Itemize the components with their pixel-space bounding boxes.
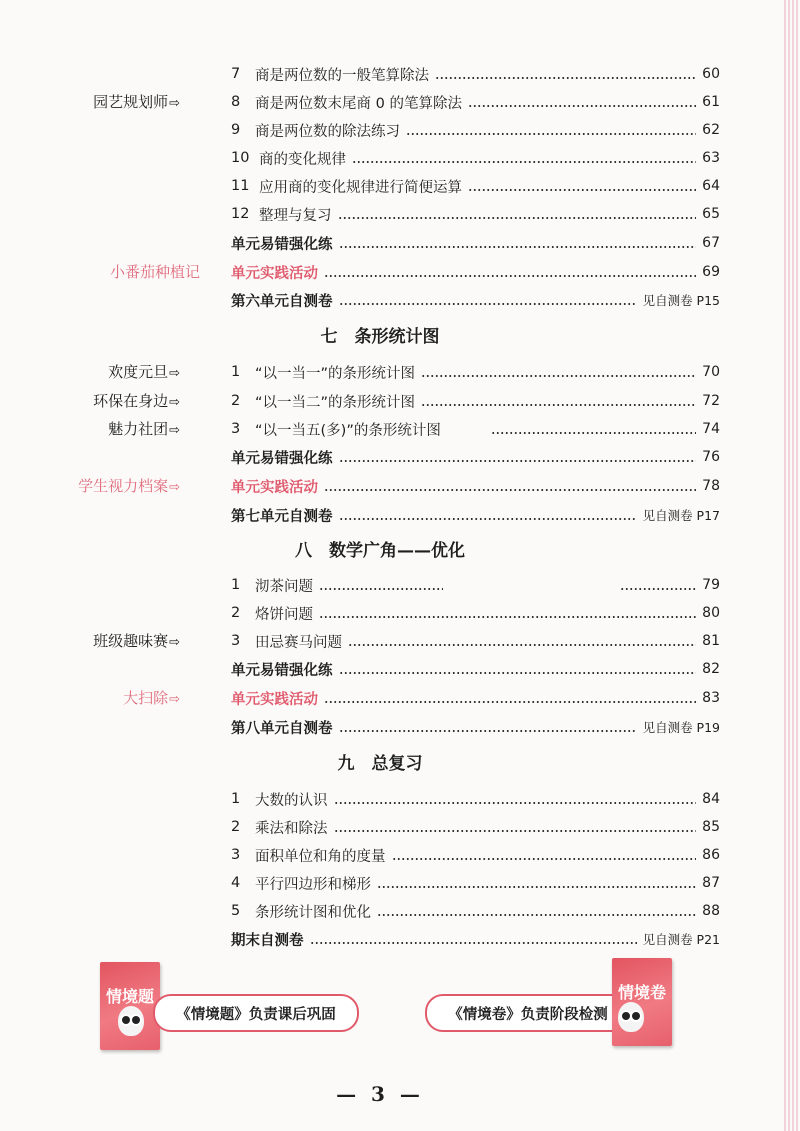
entry-number: 2 bbox=[231, 819, 241, 835]
scenario-label: 学生视力档案⇨ bbox=[78, 477, 180, 495]
dot-leader bbox=[319, 616, 696, 618]
entry-title: 沏茶问题 bbox=[255, 578, 313, 595]
dot-leader bbox=[324, 275, 696, 277]
dot-leader bbox=[406, 133, 696, 135]
toc-row bbox=[0, 172, 760, 200]
dot-leader bbox=[468, 105, 696, 107]
dot-leader bbox=[468, 189, 696, 191]
arrow-icon: ⇨ bbox=[169, 692, 180, 707]
entry-number: 7 bbox=[231, 66, 241, 82]
dot-leader bbox=[435, 77, 696, 79]
scenario-label: 小番茄种植记 bbox=[109, 263, 200, 281]
dot-leader bbox=[377, 886, 696, 888]
entry-number: 1 bbox=[231, 364, 241, 380]
entry-title: 单元实践活动 bbox=[231, 265, 318, 282]
book-cover-left bbox=[100, 962, 160, 1050]
entry-title: 田忌赛马问题 bbox=[255, 634, 342, 651]
entry-title: 商是两位数的一般笔算除法 bbox=[255, 67, 429, 84]
entry-title: 商是两位数的除法练习 bbox=[255, 123, 400, 140]
entry-number: 12 bbox=[231, 206, 250, 222]
toc-row bbox=[0, 841, 760, 869]
dot-leader bbox=[324, 489, 696, 491]
entry-title: “以一当一”的条形统计图 bbox=[255, 365, 416, 382]
entry-title: “以一当二”的条形统计图 bbox=[255, 394, 416, 411]
dot-leader bbox=[339, 730, 637, 732]
entry-page: 88 bbox=[702, 903, 720, 919]
entry-page: 81 bbox=[702, 633, 720, 649]
toc-row bbox=[0, 713, 760, 741]
dot-leader bbox=[339, 246, 697, 248]
scenario-label: 环保在身边⇨ bbox=[93, 392, 180, 410]
entry-title: 单元易错强化练 bbox=[231, 662, 333, 679]
entry-page: 74 bbox=[702, 421, 720, 437]
entry-page: 69 bbox=[702, 264, 720, 280]
entry-number: 1 bbox=[231, 791, 241, 807]
entry-page: 86 bbox=[702, 847, 720, 863]
owl-mascot-icon bbox=[118, 1006, 144, 1036]
entry-page: 87 bbox=[702, 875, 720, 891]
toc-row bbox=[0, 286, 760, 314]
entry-number: 1 bbox=[231, 577, 241, 593]
entry-page: 76 bbox=[702, 449, 720, 465]
entry-number: 2 bbox=[231, 393, 241, 409]
entry-number: 8 bbox=[231, 94, 241, 110]
dot-leader bbox=[319, 588, 443, 590]
entry-page: 62 bbox=[702, 122, 720, 138]
entry-page: 见自测卷 P15 bbox=[642, 293, 720, 308]
toc-row bbox=[0, 869, 760, 897]
page-edge-decoration bbox=[784, 0, 800, 1131]
toc-row bbox=[0, 116, 760, 144]
toc-row bbox=[0, 443, 760, 471]
scenario-label: 班级趣味赛⇨ bbox=[93, 632, 180, 650]
toc-row bbox=[0, 785, 760, 813]
toc-row bbox=[0, 472, 760, 500]
entry-number: 5 bbox=[231, 903, 241, 919]
entry-page: 72 bbox=[702, 393, 720, 409]
entry-title: 单元易错强化练 bbox=[231, 450, 333, 467]
toc-row bbox=[0, 897, 760, 925]
entry-number: 4 bbox=[231, 875, 241, 891]
dot-leader bbox=[377, 914, 696, 916]
dot-leader bbox=[421, 375, 696, 377]
entry-title: 面积单位和角的度量 bbox=[255, 848, 386, 865]
dot-leader bbox=[338, 217, 697, 219]
left-banner-pill: 《情境题》负责课后巩固 bbox=[153, 994, 359, 1032]
toc-row bbox=[0, 813, 760, 841]
entry-page: 83 bbox=[702, 690, 720, 706]
toc-row bbox=[0, 501, 760, 529]
entry-number: 3 bbox=[231, 847, 241, 863]
owl-mascot-icon bbox=[618, 1002, 644, 1032]
toc-row bbox=[0, 571, 760, 599]
entry-page: 67 bbox=[702, 235, 720, 251]
entry-title: 乘法和除法 bbox=[255, 820, 328, 837]
arrow-icon: ⇨ bbox=[169, 395, 180, 410]
entry-page: 80 bbox=[702, 605, 720, 621]
entry-page: 70 bbox=[702, 364, 720, 380]
dot-leader bbox=[339, 303, 637, 305]
dot-leader bbox=[334, 830, 697, 832]
entry-page: 63 bbox=[702, 150, 720, 166]
right-banner-pill: 《情境卷》负责阶段检测 bbox=[425, 994, 631, 1032]
toc-row bbox=[0, 415, 760, 443]
dot-leader bbox=[392, 858, 697, 860]
toc-row bbox=[0, 358, 760, 386]
arrow-icon: ⇨ bbox=[169, 423, 180, 438]
book-title: 情境题 bbox=[105, 987, 154, 1006]
entry-page: 60 bbox=[702, 66, 720, 82]
entry-title: 商是两位数末尾商 0 的笔算除法 bbox=[255, 95, 462, 112]
dot-leader bbox=[352, 161, 696, 163]
entry-title: 期末自测卷 bbox=[231, 932, 304, 949]
entry-number: 3 bbox=[231, 421, 241, 437]
toc-row bbox=[0, 258, 760, 286]
dot-leader bbox=[334, 802, 697, 804]
entry-title: 单元实践活动 bbox=[231, 479, 318, 496]
entry-page: 84 bbox=[702, 791, 720, 807]
entry-number: 3 bbox=[231, 633, 241, 649]
entry-title: 整理与复习 bbox=[259, 207, 332, 224]
entry-page: 见自测卷 P21 bbox=[642, 932, 720, 947]
entry-title: 单元实践活动 bbox=[231, 691, 318, 708]
entry-page: 65 bbox=[702, 206, 720, 222]
entry-page: 61 bbox=[702, 94, 720, 110]
toc-row bbox=[0, 599, 760, 627]
entry-page: 79 bbox=[702, 577, 720, 593]
dot-leader bbox=[348, 644, 696, 646]
dot-leader bbox=[421, 404, 696, 406]
scenario-label: 欢度元旦⇨ bbox=[108, 363, 180, 381]
entry-page: 85 bbox=[702, 819, 720, 835]
entry-title: 商的变化规律 bbox=[259, 151, 346, 168]
entry-page: 82 bbox=[702, 661, 720, 677]
dot-leader bbox=[339, 672, 697, 674]
scenario-label: 魅力社团⇨ bbox=[108, 420, 180, 438]
toc-row bbox=[0, 387, 760, 415]
dot-leader bbox=[324, 701, 696, 703]
toc-row bbox=[0, 144, 760, 172]
scenario-label: 园艺规划师⇨ bbox=[93, 93, 180, 111]
entry-title: “以一当五(多)”的条形统计图 bbox=[255, 422, 441, 439]
page-number: — 3 — bbox=[336, 1082, 424, 1106]
toc-row bbox=[0, 200, 760, 228]
book-cover-right bbox=[612, 958, 672, 1046]
toc-row bbox=[0, 627, 760, 655]
entry-number: 2 bbox=[231, 605, 241, 621]
unit-heading: 八 数学广角——优化 bbox=[295, 541, 465, 561]
entry-title: 烙饼问题 bbox=[255, 606, 313, 623]
scenario-label: 大扫除⇨ bbox=[123, 689, 180, 707]
entry-title: 单元易错强化练 bbox=[231, 236, 333, 253]
arrow-icon: ⇨ bbox=[169, 96, 180, 111]
arrow-icon: ⇨ bbox=[169, 635, 180, 650]
toc-row bbox=[0, 655, 760, 683]
entry-page: 78 bbox=[702, 478, 720, 494]
toc-row bbox=[0, 88, 760, 116]
toc-row bbox=[0, 684, 760, 712]
unit-heading: 七 条形统计图 bbox=[320, 327, 440, 347]
entry-page: 见自测卷 P17 bbox=[642, 508, 720, 523]
entry-number: 10 bbox=[231, 150, 250, 166]
entry-title: 第八单元自测卷 bbox=[231, 720, 333, 737]
toc-row bbox=[0, 229, 760, 257]
toc-row bbox=[0, 925, 760, 953]
entry-page: 见自测卷 P19 bbox=[642, 720, 720, 735]
dot-leader bbox=[339, 460, 697, 462]
arrow-icon: ⇨ bbox=[169, 366, 180, 381]
entry-title: 平行四边形和梯形 bbox=[255, 876, 371, 893]
entry-title: 大数的认识 bbox=[255, 792, 328, 809]
entry-number: 9 bbox=[231, 122, 241, 138]
toc-row bbox=[0, 60, 760, 88]
dot-leader bbox=[620, 588, 696, 590]
dot-leader bbox=[339, 518, 637, 520]
entry-title: 第七单元自测卷 bbox=[231, 508, 333, 525]
entry-title: 第六单元自测卷 bbox=[231, 293, 333, 310]
entry-page: 64 bbox=[702, 178, 720, 194]
arrow-icon: ⇨ bbox=[169, 480, 180, 495]
dot-leader bbox=[491, 432, 696, 434]
unit-heading: 九 总复习 bbox=[337, 754, 423, 774]
book-title: 情境卷 bbox=[617, 983, 666, 1002]
entry-title: 条形统计图和优化 bbox=[255, 904, 371, 921]
entry-title: 应用商的变化规律进行简便运算 bbox=[259, 179, 462, 196]
dot-leader bbox=[310, 942, 637, 944]
entry-number: 11 bbox=[231, 178, 250, 194]
